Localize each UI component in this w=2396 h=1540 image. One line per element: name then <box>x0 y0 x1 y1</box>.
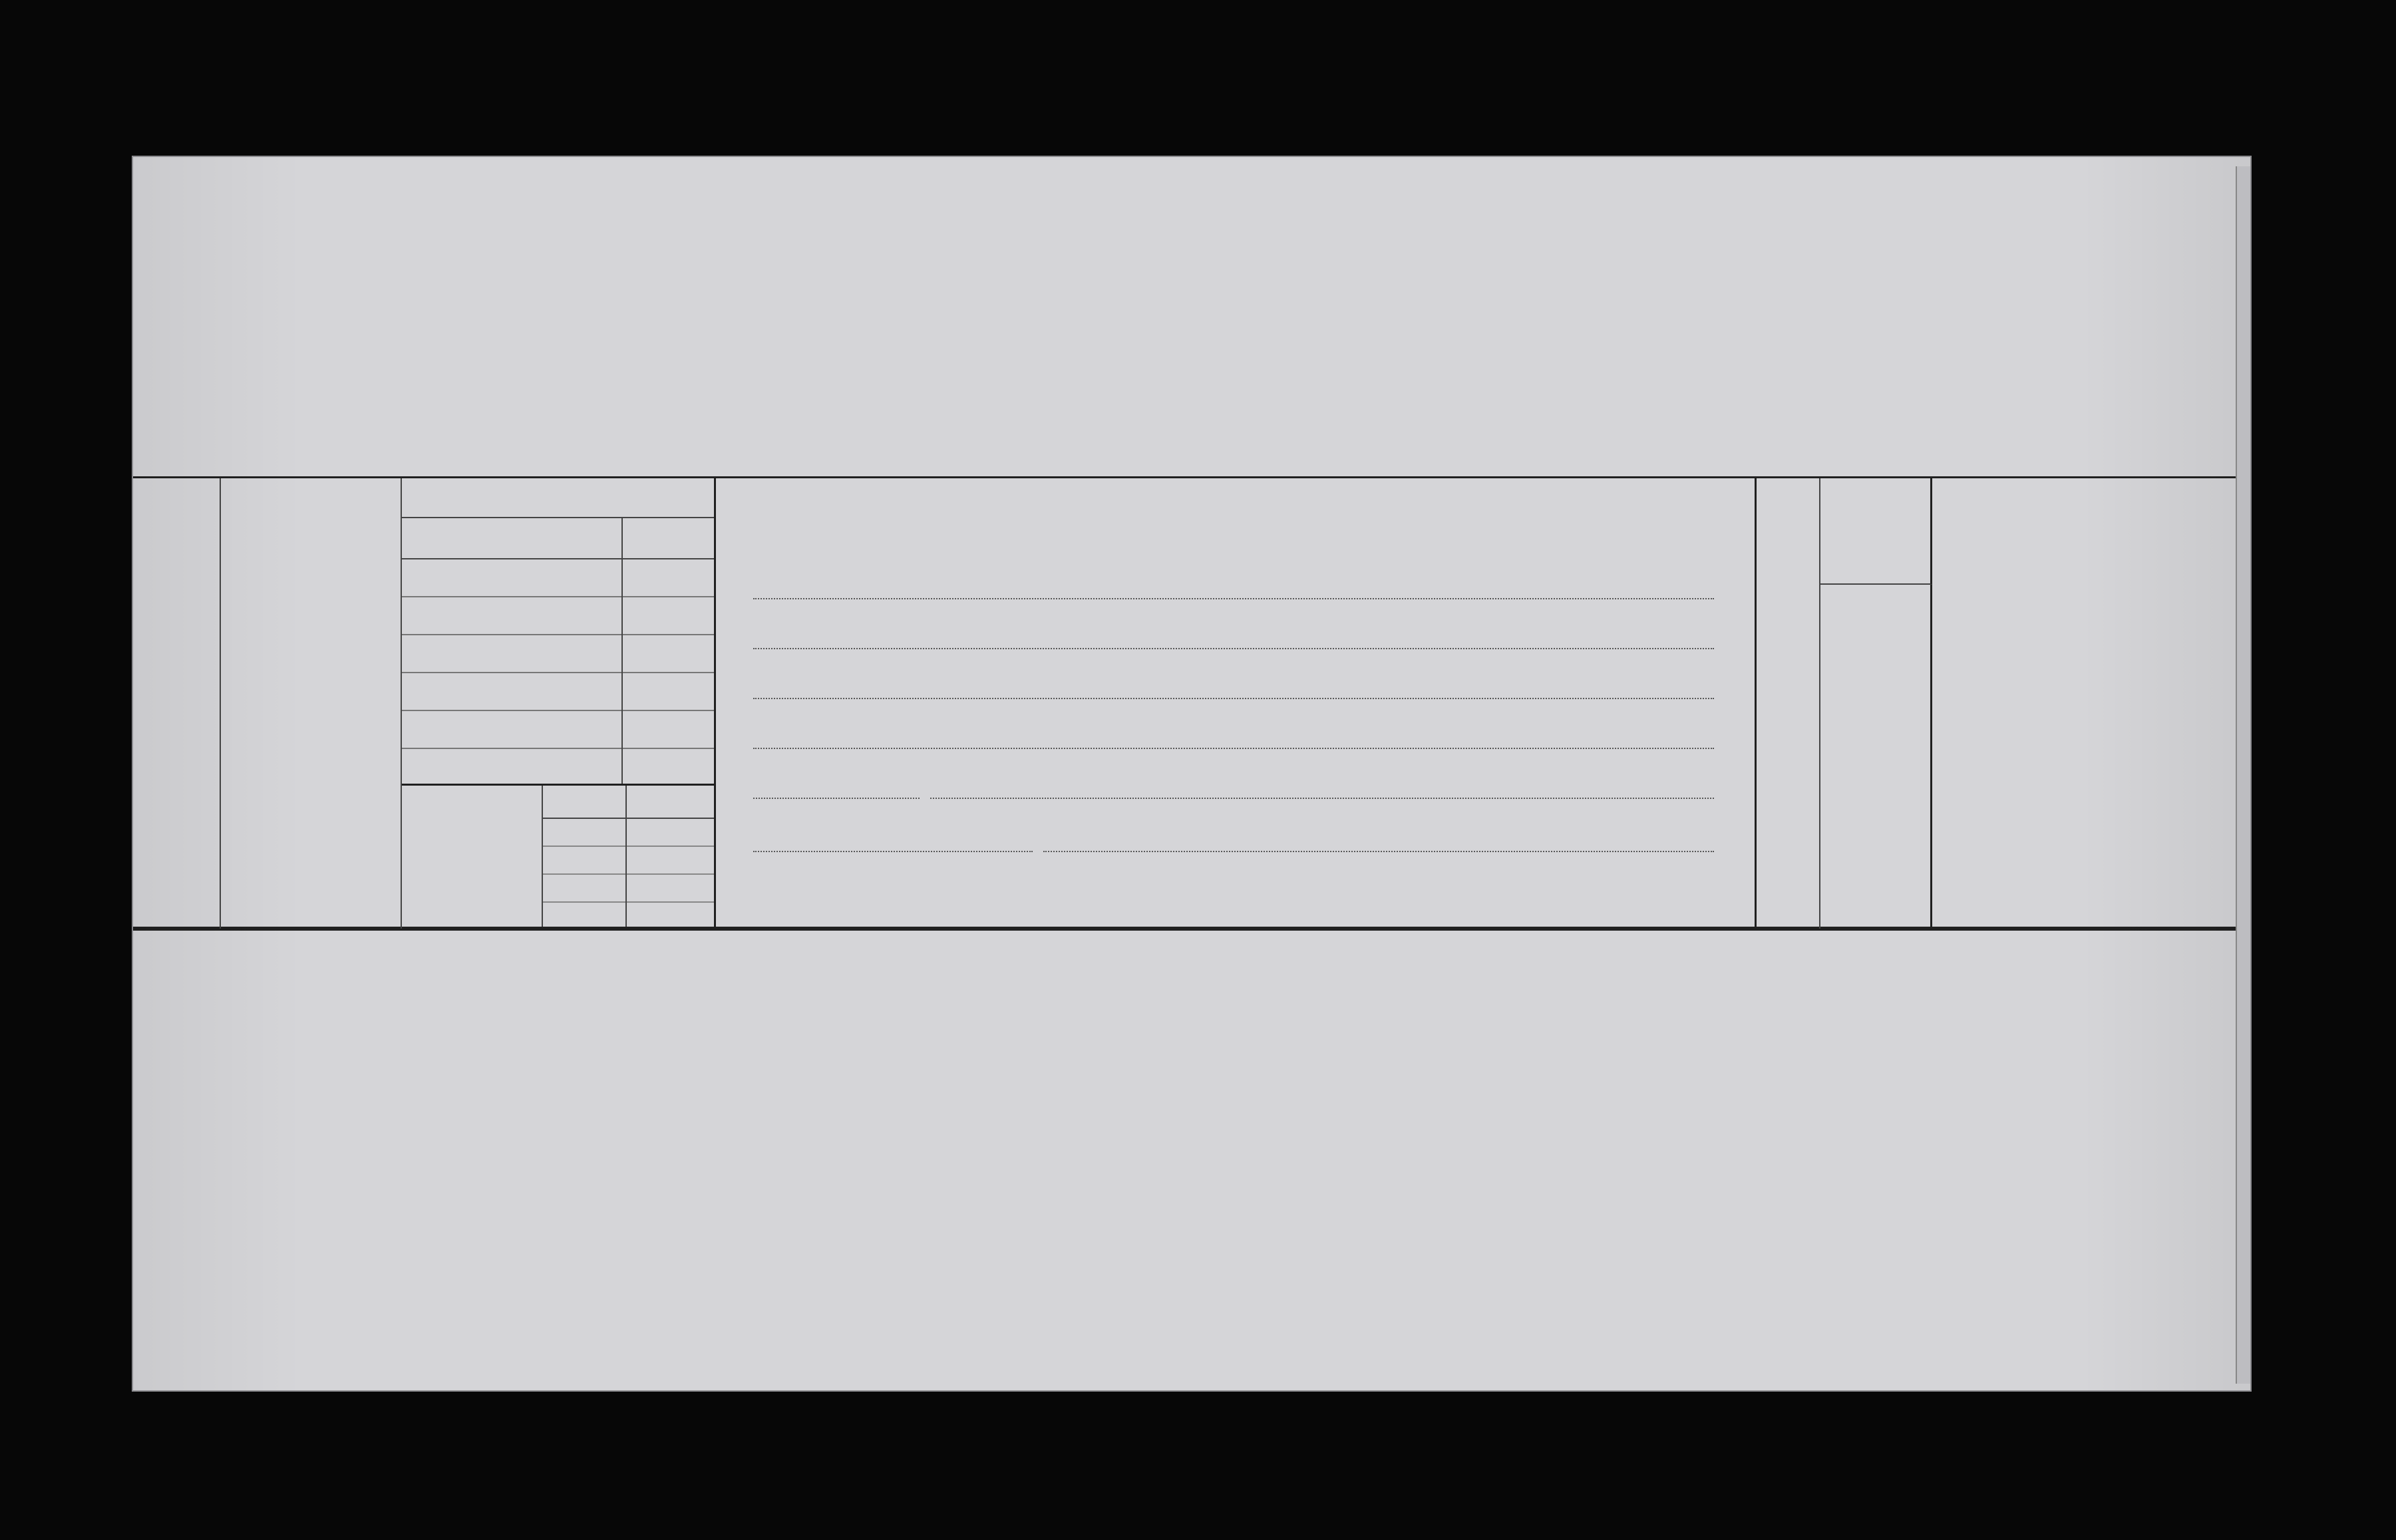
q6-answer-line-b[interactable] <box>1043 838 1714 852</box>
crop-table <box>133 164 2252 476</box>
population-title <box>1757 478 1820 929</box>
q6-answer-line-a[interactable] <box>753 838 1033 852</box>
questionnaire <box>716 478 1757 929</box>
q3-answer-line[interactable] <box>753 685 1714 699</box>
trade-qty-lines <box>623 559 714 784</box>
lease-table <box>133 929 2252 1392</box>
trade-title <box>402 478 714 518</box>
staff-grid <box>1932 478 2252 929</box>
trade-establishments <box>402 478 716 929</box>
private-farms-section <box>133 476 2252 929</box>
census-card <box>132 156 2252 1392</box>
trade-qty-header <box>623 518 714 558</box>
q4-answer-line[interactable] <box>753 734 1714 749</box>
garden-desyatin-header <box>543 786 625 819</box>
page-edge <box>2236 166 2250 1384</box>
population-grid <box>1820 585 1932 929</box>
q2-answer-line[interactable] <box>753 635 1714 649</box>
q1-answer-line[interactable] <box>753 585 1714 599</box>
trade-name-header <box>402 518 623 558</box>
garden-roots-header <box>627 786 714 819</box>
q5-answer-line-b[interactable] <box>930 784 1714 799</box>
trade-name-lines <box>402 559 623 784</box>
q5-answer-line-a[interactable] <box>753 784 920 799</box>
blank-margin <box>133 478 221 929</box>
hired-workers-title <box>341 478 402 929</box>
hired-workers-grid <box>221 478 341 929</box>
